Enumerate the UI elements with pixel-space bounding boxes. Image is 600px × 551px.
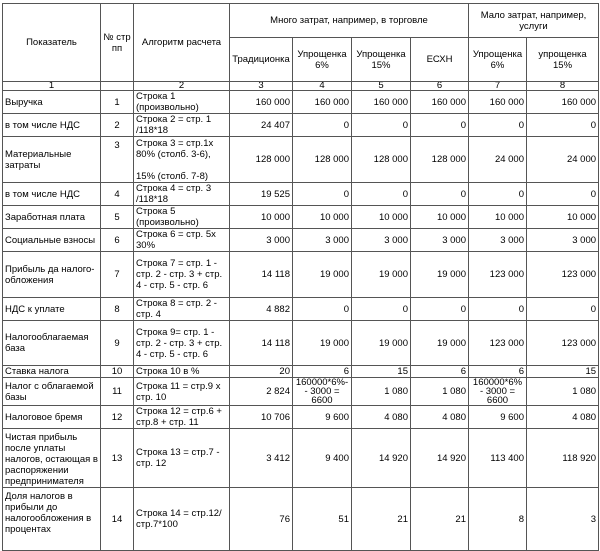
row-value: 9 400 [293, 429, 352, 488]
row-value: 10 706 [230, 406, 293, 429]
row-indicator: Заработная плата [3, 206, 101, 229]
column-number: 6 [411, 82, 469, 91]
row-value: 10 000 [469, 206, 527, 229]
table-row [3, 378, 599, 406]
row-value: 6 [411, 366, 469, 378]
row-value: 3 000 [469, 229, 527, 252]
header-column-6: ЕСХН [411, 38, 469, 82]
row-value: 6 [469, 366, 527, 378]
row-value: 24 000 [527, 137, 599, 183]
row-value: 0 [352, 183, 411, 206]
row-indicator: в том числе НДС [3, 183, 101, 206]
row-value: 128 000 [411, 137, 469, 183]
row-value: 0 [527, 183, 599, 206]
row-value: 0 [293, 114, 352, 137]
header-group-many-costs: Много затрат, например, в торговле [230, 4, 469, 38]
row-value: 9 600 [293, 406, 352, 429]
row-algorithm: Строка 14 = стр.12/стр.7*100 [134, 488, 230, 551]
row-value: 113 400 [469, 429, 527, 488]
row-value: 0 [527, 114, 599, 137]
row-algorithm: Строка 5 (произвольно) [134, 206, 230, 229]
column-number: 3 [230, 82, 293, 91]
header-group-few-costs: Мало затрат, например, услуги [469, 4, 599, 38]
row-value: 19 000 [293, 321, 352, 366]
row-value: 160 000 [411, 91, 469, 114]
row-number: 13 [101, 429, 134, 488]
table-row [3, 366, 599, 378]
row-value: 1 080 [527, 378, 599, 406]
row-value: 0 [352, 114, 411, 137]
header-column-5: Упрощенка 15% [352, 38, 411, 82]
row-value: 128 000 [293, 137, 352, 183]
row-indicator: Налоговое бремя [3, 406, 101, 429]
row-value: 123 000 [527, 321, 599, 366]
row-algorithm: Строка 6 = стр. 5х 30% [134, 229, 230, 252]
row-algorithm: Строка 4 = стр. 3 /118*18 [134, 183, 230, 206]
row-value: 3 000 [411, 229, 469, 252]
column-number: 1 [3, 82, 101, 91]
row-indicator: Доля налогов в прибыли до налогообложения в процентах [3, 488, 101, 551]
row-algorithm: Строка 1 (произвольно) [134, 91, 230, 114]
column-number: 8 [527, 82, 599, 91]
column-number: 2 [134, 82, 230, 91]
row-value: 3 412 [230, 429, 293, 488]
row-number: 8 [101, 298, 134, 321]
row-indicator: Социальные взносы [3, 229, 101, 252]
row-value: 3 000 [352, 229, 411, 252]
row-value: 0 [293, 183, 352, 206]
row-number: 2 [101, 114, 134, 137]
header-row-no: № стр пп [101, 4, 134, 82]
row-value: 14 118 [230, 321, 293, 366]
row-value: 0 [527, 298, 599, 321]
row-value: 4 080 [352, 406, 411, 429]
table-row [3, 406, 599, 429]
row-value: 20 [230, 366, 293, 378]
row-value: 9 600 [469, 406, 527, 429]
row-value: 21 [411, 488, 469, 551]
row-number: 9 [101, 321, 134, 366]
row-value: 1 080 [411, 378, 469, 406]
table-row [3, 252, 599, 298]
row-algorithm: Строка 11 = стр.9 х стр. 10 [134, 378, 230, 406]
header-column-8: упрощенка 15% [527, 38, 599, 82]
row-algorithm: Строка 7 = стр. 1 - стр. 2 - стр. 3 + стр. 4 - стр. 5 - стр. 6 [134, 252, 230, 298]
row-value: 123 000 [469, 321, 527, 366]
row-number: 4 [101, 183, 134, 206]
header-column-4: Упрощенка 6% [293, 38, 352, 82]
row-value: 14 118 [230, 252, 293, 298]
row-value: 24 407 [230, 114, 293, 137]
row-indicator: в том числе НДС [3, 114, 101, 137]
header-algorithm: Алгоритм расчета [134, 4, 230, 82]
row-value: 160000*6% - 3000 = 6600 [469, 378, 527, 406]
row-value: 3 000 [293, 229, 352, 252]
row-value: 15 [527, 366, 599, 378]
column-number: 7 [469, 82, 527, 91]
row-value: 19 525 [230, 183, 293, 206]
row-value: 0 [469, 183, 527, 206]
row-value: 0 [411, 298, 469, 321]
row-value: 123 000 [527, 252, 599, 298]
column-number: 4 [293, 82, 352, 91]
row-value: 15 [352, 366, 411, 378]
row-value: 3 [527, 488, 599, 551]
row-value: 0 [411, 114, 469, 137]
row-value: 24 000 [469, 137, 527, 183]
row-indicator: Чистая прибыль после уплаты налогов, остающая в распоряжении предпринимателя [3, 429, 101, 488]
row-algorithm: Строка 2 = стр. 1 /118*18 [134, 114, 230, 137]
table-row [3, 114, 599, 137]
row-indicator: Налогооблагаемая база [3, 321, 101, 366]
row-value: 10 000 [527, 206, 599, 229]
table-row [3, 137, 599, 183]
table-row [3, 298, 599, 321]
row-number: 3 [101, 137, 134, 183]
row-value: 0 [469, 298, 527, 321]
row-number: 14 [101, 488, 134, 551]
row-value: 1 080 [352, 378, 411, 406]
row-value: 3 000 [527, 229, 599, 252]
row-value: 19 000 [352, 321, 411, 366]
table-row [3, 488, 599, 551]
header-column-7: Упрощенка 6% [469, 38, 527, 82]
row-number: 11 [101, 378, 134, 406]
row-algorithm: Строка 13 = стр.7 - стр. 12 [134, 429, 230, 488]
table-row [3, 429, 599, 488]
row-value: 160 000 [469, 91, 527, 114]
row-indicator: Прибыль да налого-обложения [3, 252, 101, 298]
row-value: 4 882 [230, 298, 293, 321]
row-value: 10 000 [411, 206, 469, 229]
row-value: 123 000 [469, 252, 527, 298]
row-algorithm: Строка 9= стр. 1 - стр. 2 - стр. 3 + стр. 4 - стр. 5 - стр. 6 [134, 321, 230, 366]
row-algorithm: Строка 3 = стр.1х 80% (столб. 3-6), 15% (столб. 7-8) [134, 137, 230, 183]
column-number: 5 [352, 82, 411, 91]
row-value: 3 000 [230, 229, 293, 252]
row-algorithm: Строка 12 = стр.6 + стр.8 + стр. 11 [134, 406, 230, 429]
table-row [3, 183, 599, 206]
row-number: 7 [101, 252, 134, 298]
table-row [3, 91, 599, 114]
row-number: 10 [101, 366, 134, 378]
row-value: 14 920 [411, 429, 469, 488]
row-indicator: Налог с облагаемой базы [3, 378, 101, 406]
row-value: 21 [352, 488, 411, 551]
row-value: 160 000 [230, 91, 293, 114]
column-number [101, 82, 134, 91]
row-value: 19 000 [411, 252, 469, 298]
row-value: 4 080 [527, 406, 599, 429]
row-value: 160 000 [352, 91, 411, 114]
row-indicator: Материальные затраты [3, 137, 101, 183]
row-number: 1 [101, 91, 134, 114]
row-value: 128 000 [230, 137, 293, 183]
row-number: 5 [101, 206, 134, 229]
row-value: 160 000 [527, 91, 599, 114]
row-value: 10 000 [230, 206, 293, 229]
row-algorithm: Строка 10 в % [134, 366, 230, 378]
table-row [3, 321, 599, 366]
row-value: 0 [293, 298, 352, 321]
row-value: 8 [469, 488, 527, 551]
row-algorithm: Строка 8 = стр. 2 - стр. 4 [134, 298, 230, 321]
header-indicator: Показатель [3, 4, 101, 82]
row-value: 128 000 [352, 137, 411, 183]
header-column-3: Традиционка [230, 38, 293, 82]
row-value: 19 000 [352, 252, 411, 298]
row-value: 76 [230, 488, 293, 551]
row-value: 4 080 [411, 406, 469, 429]
row-value: 14 920 [352, 429, 411, 488]
row-indicator: Ставка налога [3, 366, 101, 378]
row-value: 0 [469, 114, 527, 137]
row-indicator: Выручка [3, 91, 101, 114]
row-value: 118 920 [527, 429, 599, 488]
row-value: 160 000 [293, 91, 352, 114]
table-row [3, 206, 599, 229]
row-value: 2 824 [230, 378, 293, 406]
row-value: 160000*6%- - 3000 = 6600 [293, 378, 352, 406]
row-number: 12 [101, 406, 134, 429]
row-value: 0 [352, 298, 411, 321]
row-value: 51 [293, 488, 352, 551]
row-value: 19 000 [293, 252, 352, 298]
row-indicator: НДС к уплате [3, 298, 101, 321]
row-value: 6 [293, 366, 352, 378]
row-value: 19 000 [411, 321, 469, 366]
row-value: 10 000 [293, 206, 352, 229]
row-value: 10 000 [352, 206, 411, 229]
tax-comparison-table [2, 3, 599, 551]
row-value: 0 [411, 183, 469, 206]
row-number: 6 [101, 229, 134, 252]
table-row [3, 229, 599, 252]
